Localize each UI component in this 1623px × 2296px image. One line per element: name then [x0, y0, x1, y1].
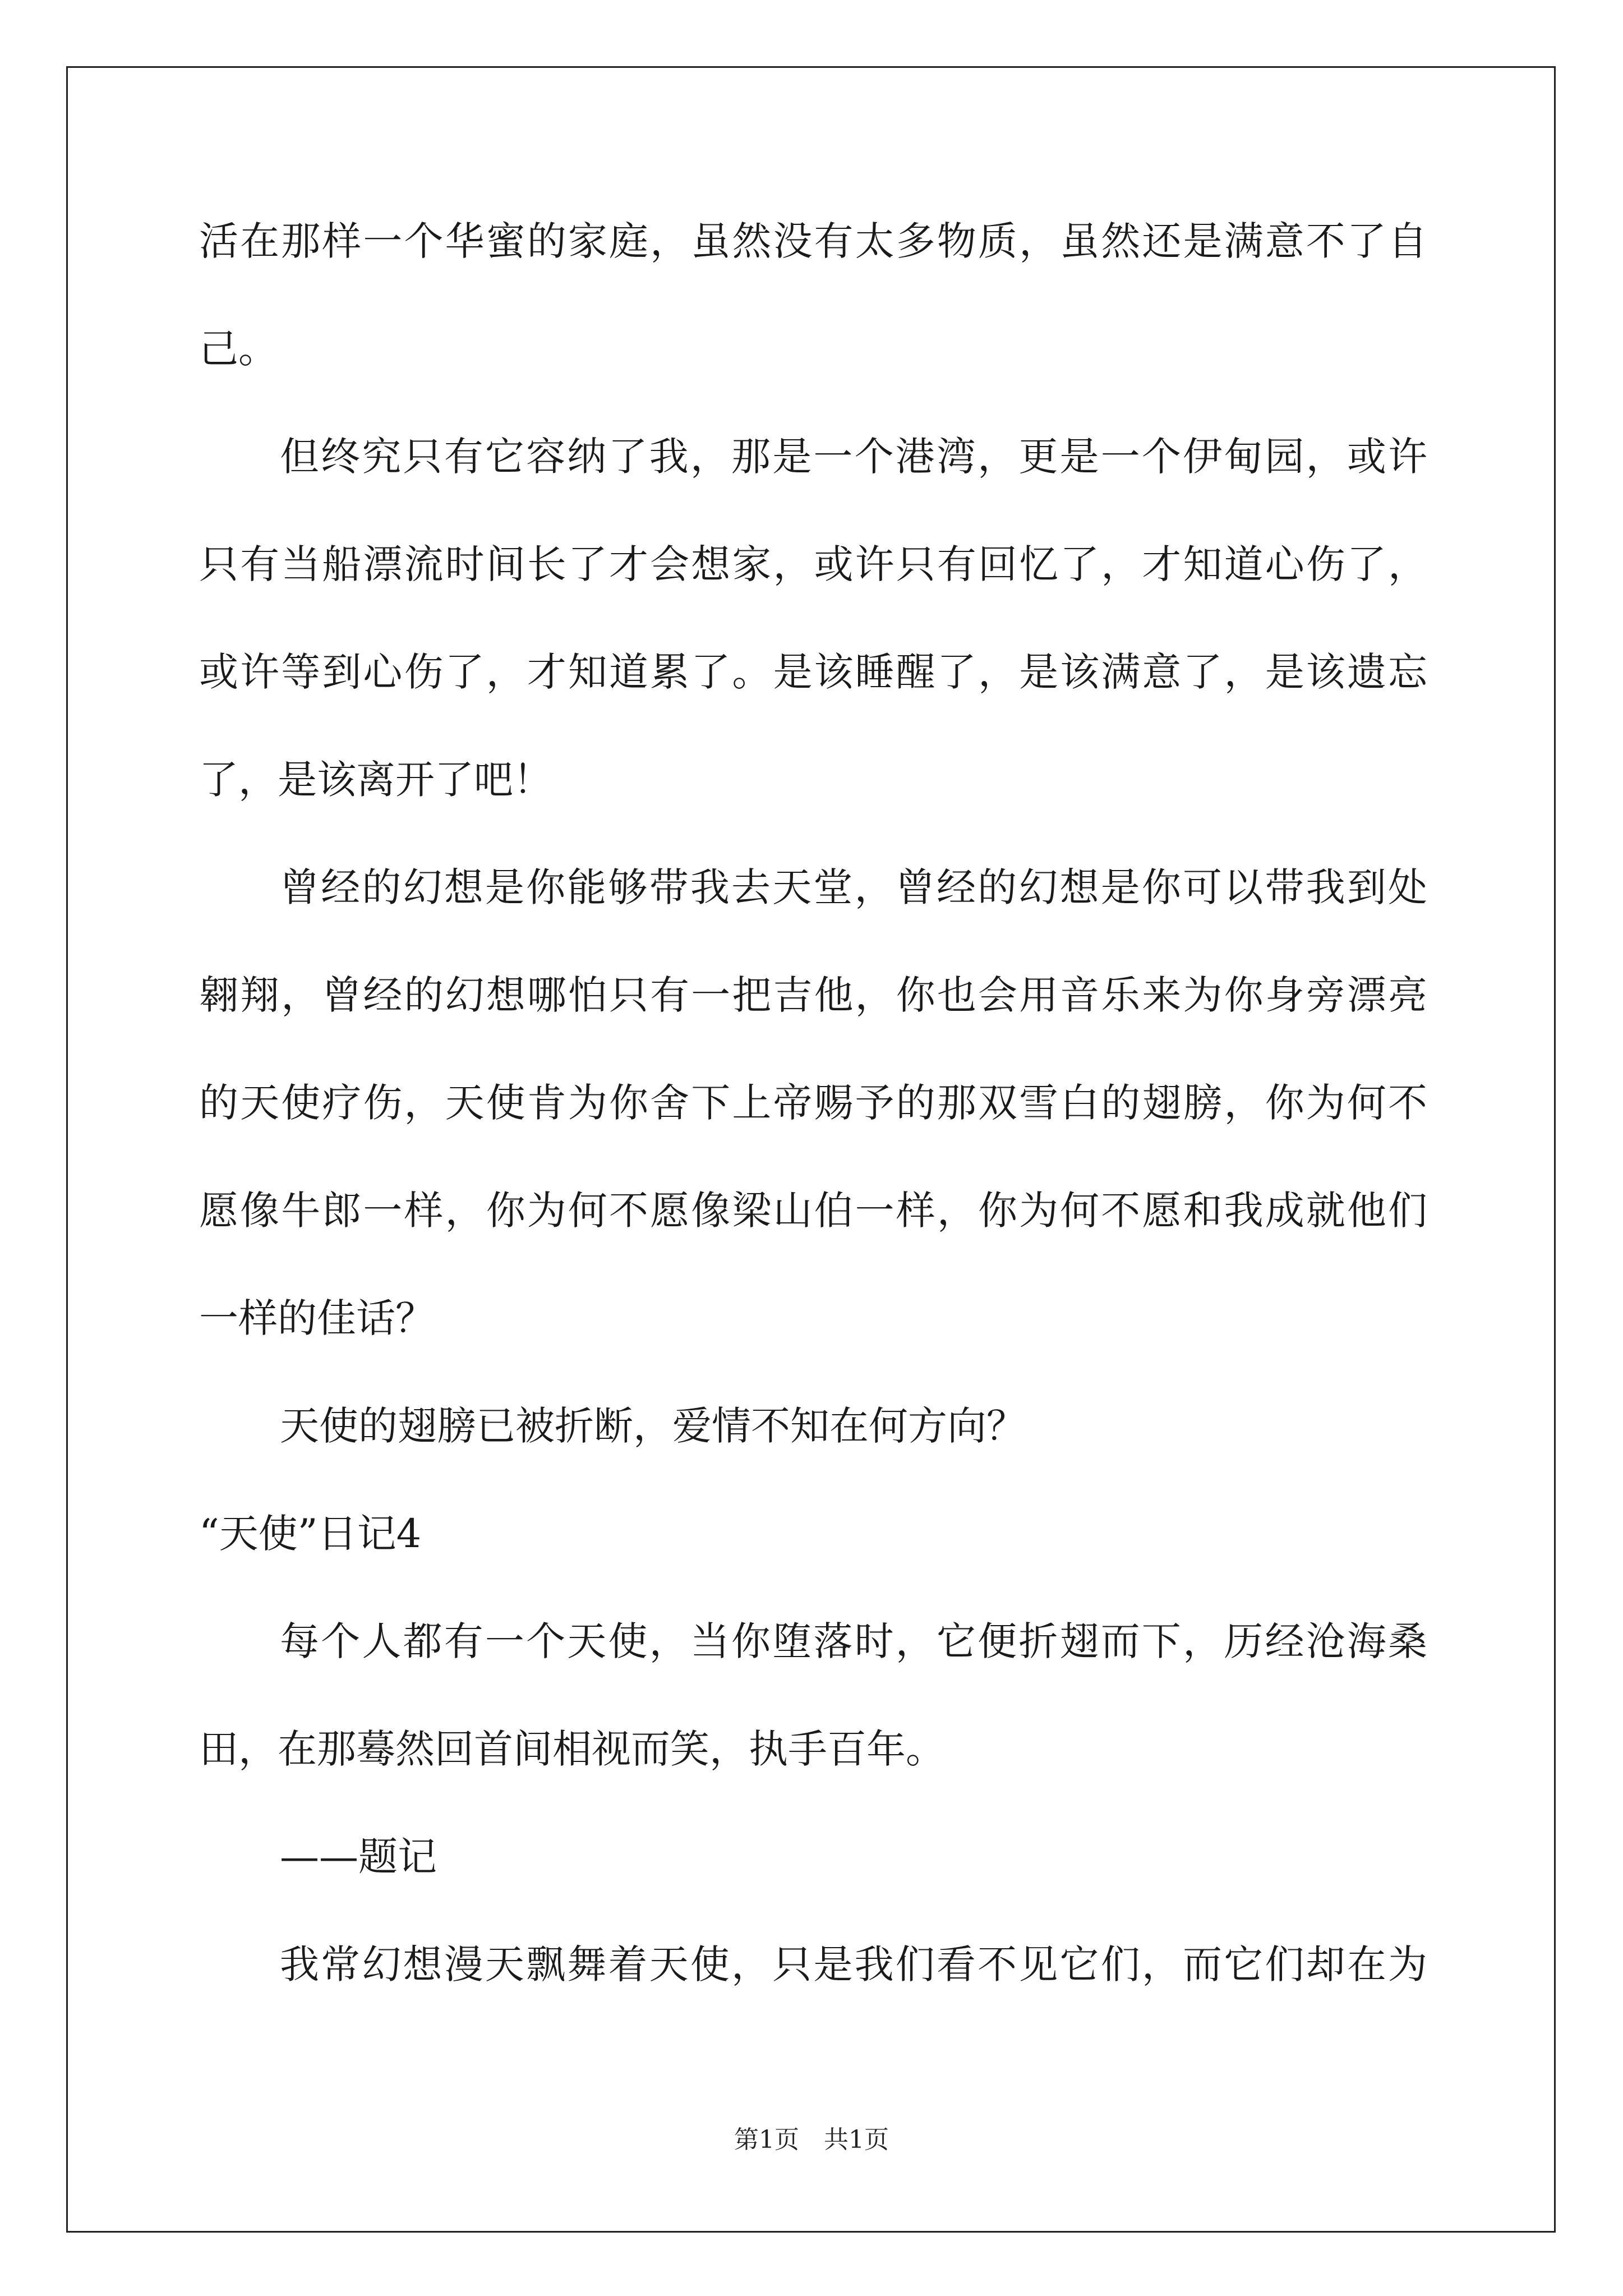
paragraph-start-line: 曾经的幻想是你能够带我去天堂，曾经的幻想是你可以带我到处 — [280, 864, 1427, 910]
text-line: 愿像牛郎一样，你为何不愿像梁山伯一样，你为何不愿和我成就他们 — [199, 1188, 1427, 1234]
text-line: 己。 — [199, 326, 278, 372]
text-line: 的天使疗伤，天使肯为你舍下上帝赐予的那双雪白的翅膀，你为何不 — [199, 1080, 1427, 1126]
text-line: 只有当船漂流时间长了才会想家，或许只有回忆了，才知道心伤了， — [199, 541, 1427, 587]
document-body — [199, 218, 1427, 1987]
text-line: 或许等到心伤了，才知道累了。是该睡醒了，是该满意了，是该遗忘 — [199, 649, 1427, 695]
epigraph-attribution: ——题记 — [280, 1834, 437, 1880]
text-line: 翱翔，曾经的幻想哪怕只有一把吉他，你也会用音乐来为你身旁漂亮 — [199, 972, 1427, 1018]
paragraph-start-line: 我常幻想漫天飘舞着天使，只是我们看不见它们，而它们却在为 — [280, 1941, 1427, 1987]
section-heading: “天使”日记4 — [199, 1511, 422, 1557]
text-line: 活在那样一个华蜜的家庭，虽然没有太多物质，虽然还是满意不了自 — [199, 218, 1427, 264]
text-line: 一样的佳话？ — [199, 1295, 435, 1341]
paragraph-start-line: 但终究只有它容纳了我，那是一个港湾，更是一个伊甸园，或许 — [280, 434, 1427, 480]
page-number-footer: 第1页 共1页 — [734, 2125, 889, 2154]
text-line: 了，是该离开了吧！ — [199, 757, 552, 803]
paragraph-start-line: 每个人都有一个天使，当你堕落时，它便折翅而下，历经沧海桑 — [280, 1618, 1427, 1664]
paragraph-start-line: 天使的翅膀已被折断，爱情不知在何方向？ — [280, 1403, 1026, 1449]
text-line: 田，在那蓦然回首间相视而笑，执手百年。 — [199, 1726, 945, 1772]
